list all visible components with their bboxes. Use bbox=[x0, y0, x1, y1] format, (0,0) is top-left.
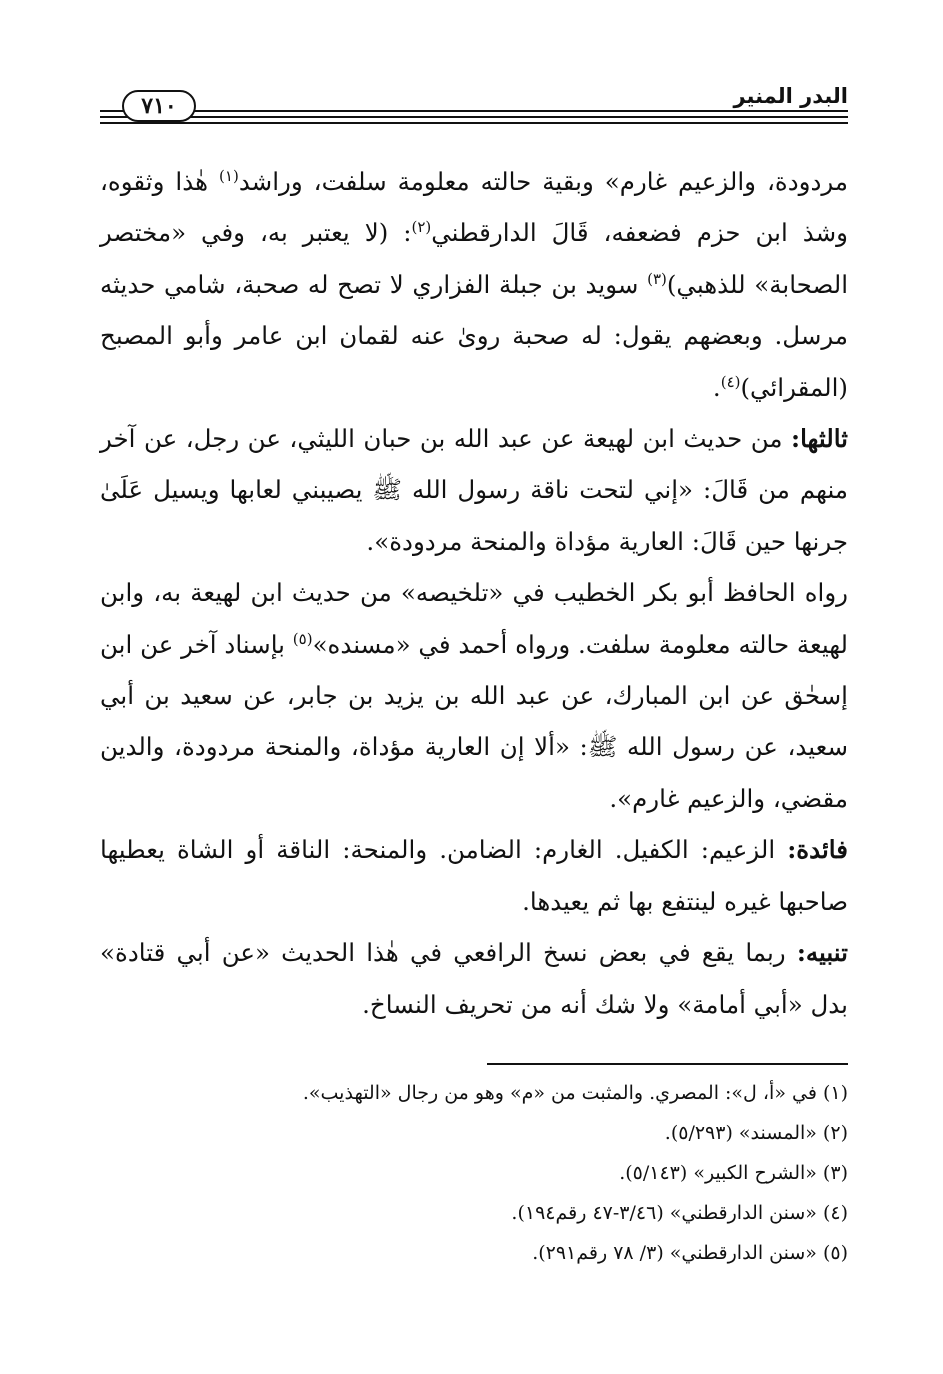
footnote: (٣) «الشرح الكبير» (٥/١٤٣). bbox=[619, 1162, 848, 1184]
text-run: . bbox=[712, 372, 721, 402]
text-run: الزعيم: الكفيل. الغارم: الضامن. والمنحة: الناقة أو الشاة يعطيها صاحبها غيره لينتفع بها ثم يعيدها. bbox=[100, 835, 848, 916]
paragraph bbox=[100, 567, 848, 824]
footnote: (٢) «المسند» (٥/٢٩٣). bbox=[664, 1122, 848, 1144]
footnote-ref[interactable]: (٤) bbox=[720, 372, 741, 391]
footnote-ref[interactable]: (٥) bbox=[292, 629, 313, 648]
paragraph bbox=[100, 824, 848, 927]
footnotes bbox=[100, 1073, 848, 1273]
running-title: البدر المنير bbox=[733, 84, 848, 108]
page-number: ٧١٠ bbox=[122, 90, 196, 122]
footnote: (١) في «أ، ل»: المصري. والمثبت من «م» وهو من رجال «التهذيب». bbox=[302, 1082, 848, 1104]
footnote-ref[interactable]: (٣) bbox=[647, 269, 667, 288]
text-run: : (لا يعتبر به، وفي «مختصر الصحابة» للذهبي) bbox=[100, 218, 849, 299]
footnote: (٤) «سنن الدارقطني» (٣/٤٦-٤٧ رقم١٩٤). bbox=[511, 1202, 848, 1224]
main-text bbox=[100, 156, 848, 1030]
text-run: بإسناد آخر عن ابن إسحٰق عن ابن المبارك، عن عبد الله بن يزيد بن جابر، عن سعيد بن أبي سعيد، عن رسول الله ﷺ: «ألا إن العارية مؤداة، والمنحة مردودة، والدين مقضي، والزعيم غارم». bbox=[100, 629, 848, 813]
paragraph bbox=[100, 413, 848, 567]
paragraph-lead: فائدة: bbox=[787, 835, 848, 865]
header-rule bbox=[100, 116, 848, 118]
footnote-ref[interactable]: (٢) bbox=[411, 218, 432, 237]
paragraph bbox=[100, 156, 848, 413]
text-run: مردودة، والزعيم غارم» وبقية حالته معلومة سلفت، وراشد bbox=[238, 167, 849, 196]
text-run: سويد بن جبلة الفزاري لا تصح له صحبة، شامي حديثه مرسل. وبعضهم يقول: له صحبة روىٰ عنه لقمان ابن عامر وأبو المصبح (المقرائي) bbox=[100, 269, 848, 402]
header-rule bbox=[100, 110, 848, 112]
text-run: رواه الحافظ أبو بكر الخطيب في «تلخيصه» من حديث ابن لهيعة به، وابن لهيعة حالته معلومة سلفت. ورواه أحمد في «مسنده» bbox=[100, 578, 848, 659]
footnote-ref[interactable]: (١) bbox=[219, 167, 239, 185]
footnote: (٥) «سنن الدارقطني» (٣/ ٧٨ رقم٢٩١). bbox=[532, 1242, 848, 1264]
text-run: ربما يقع في بعض نسخ الرافعي في هٰذا الحديث «عن أبي قتادة» بدل «أبي أمامة» ولا شك أنه من تحريف النساخ. bbox=[100, 938, 848, 1019]
paragraph bbox=[100, 927, 848, 1030]
footnote-separator bbox=[487, 1063, 848, 1065]
page-header bbox=[100, 84, 848, 132]
paragraph-lead: ثالثها: bbox=[791, 424, 848, 454]
text-run: من حديث ابن لهيعة عن عبد الله بن حبان الليثي، عن رجل، عن آخر منهم من قَالَ: «إني لتحت ناقة رسول الله ﷺ يصيبني لعابها ويسيل عَلَىٰ جرنها حين قَالَ: العارية مؤداة والمنحة مردودة». bbox=[100, 424, 848, 556]
header-rule bbox=[100, 122, 848, 124]
text-run: هٰذا وثقوه، وشذ ابن حزم فضعفه، قَالَ الدارقطني bbox=[100, 167, 848, 248]
paragraph-lead: تنبيه: bbox=[796, 938, 848, 968]
